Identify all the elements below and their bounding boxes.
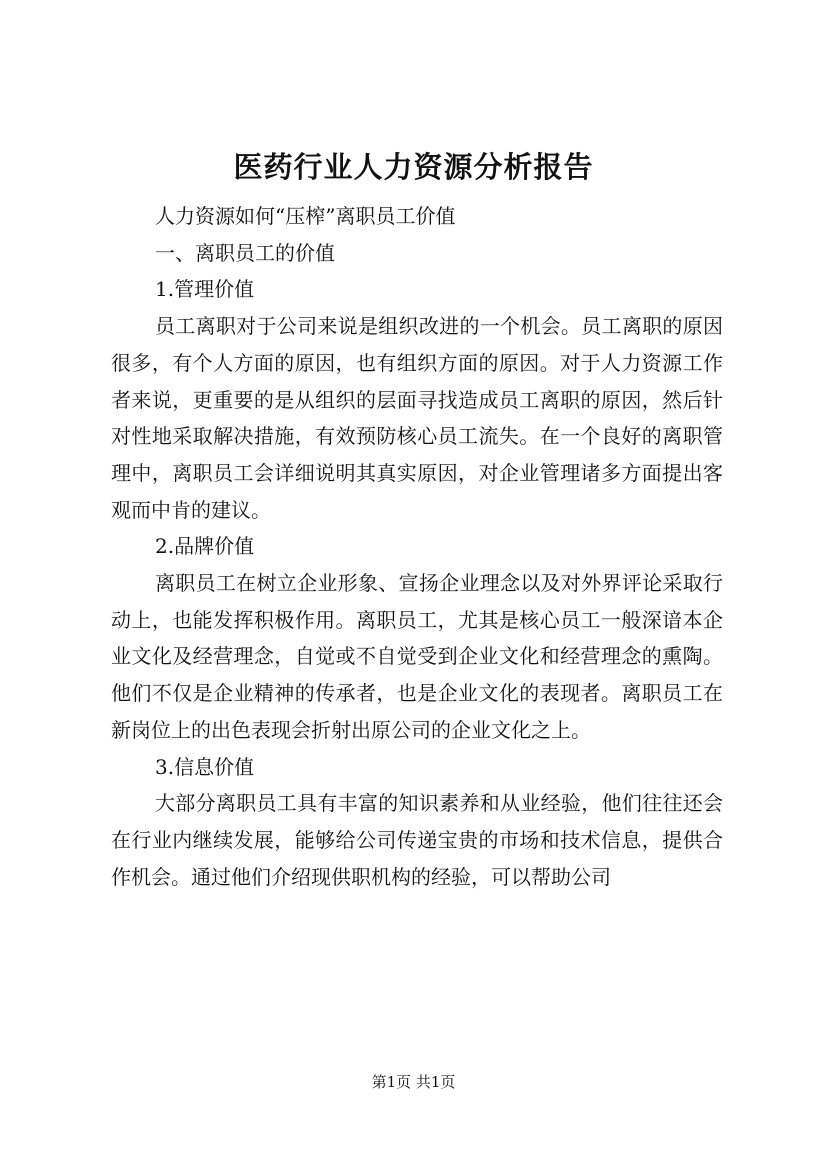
section-heading: 一、离职员工的价值 — [155, 240, 335, 265]
document-title: 医药行业人力资源分析报告 — [233, 150, 594, 184]
paragraph-management: 员工离职对于公司来说是组织改进的一个机会。员工离职的原因很多，有个人方面的原因，也有组织方面的原因。对于人力资源工作者来说，更重要的是从组织的层面寻找造成员工离职的原因，然后针对性地采取解决措施，有效预防核心员工流失。在一个良好的离职管理中，离职员工会详细说明其真实原因，对企业管理诸多方面提出客观而中肯的建议。 — [111, 314, 723, 522]
page-footer: 第1页 共1页 — [371, 1073, 456, 1091]
document-body — [111, 198, 723, 895]
subsection-heading-management: 1.管理价值 — [155, 277, 255, 302]
subtitle-paragraph: 人力资源如何“压榨”离职员工价值 — [155, 204, 456, 228]
paragraph-brand: 离职员工在树立企业形象、宣扬企业理念以及对外界评论采取行动上，也能发挥积极作用。离职员工，尤其是核心员工一般深谙本企业文化及经营理念，自觉或不自觉受到企业文化和经营理念的熏陶。他们不仅是企业精神的传承者，也是企业文化的表现者。离职员工在新岗位上的出色表现会折射出原公司的企业文化之上。 — [111, 571, 723, 742]
subsection-heading-information: 3.信息价值 — [155, 754, 255, 779]
subsection-heading-brand: 2.品牌价值 — [155, 534, 255, 559]
paragraph-information: 大部分离职员工具有丰富的知识素养和从业经验，他们往往还会在行业内继续发展，能够给公司传递宝贵的市场和技术信息，提供合作机会。通过他们介绍现供职机构的经验，可以帮助公司 — [111, 791, 723, 889]
